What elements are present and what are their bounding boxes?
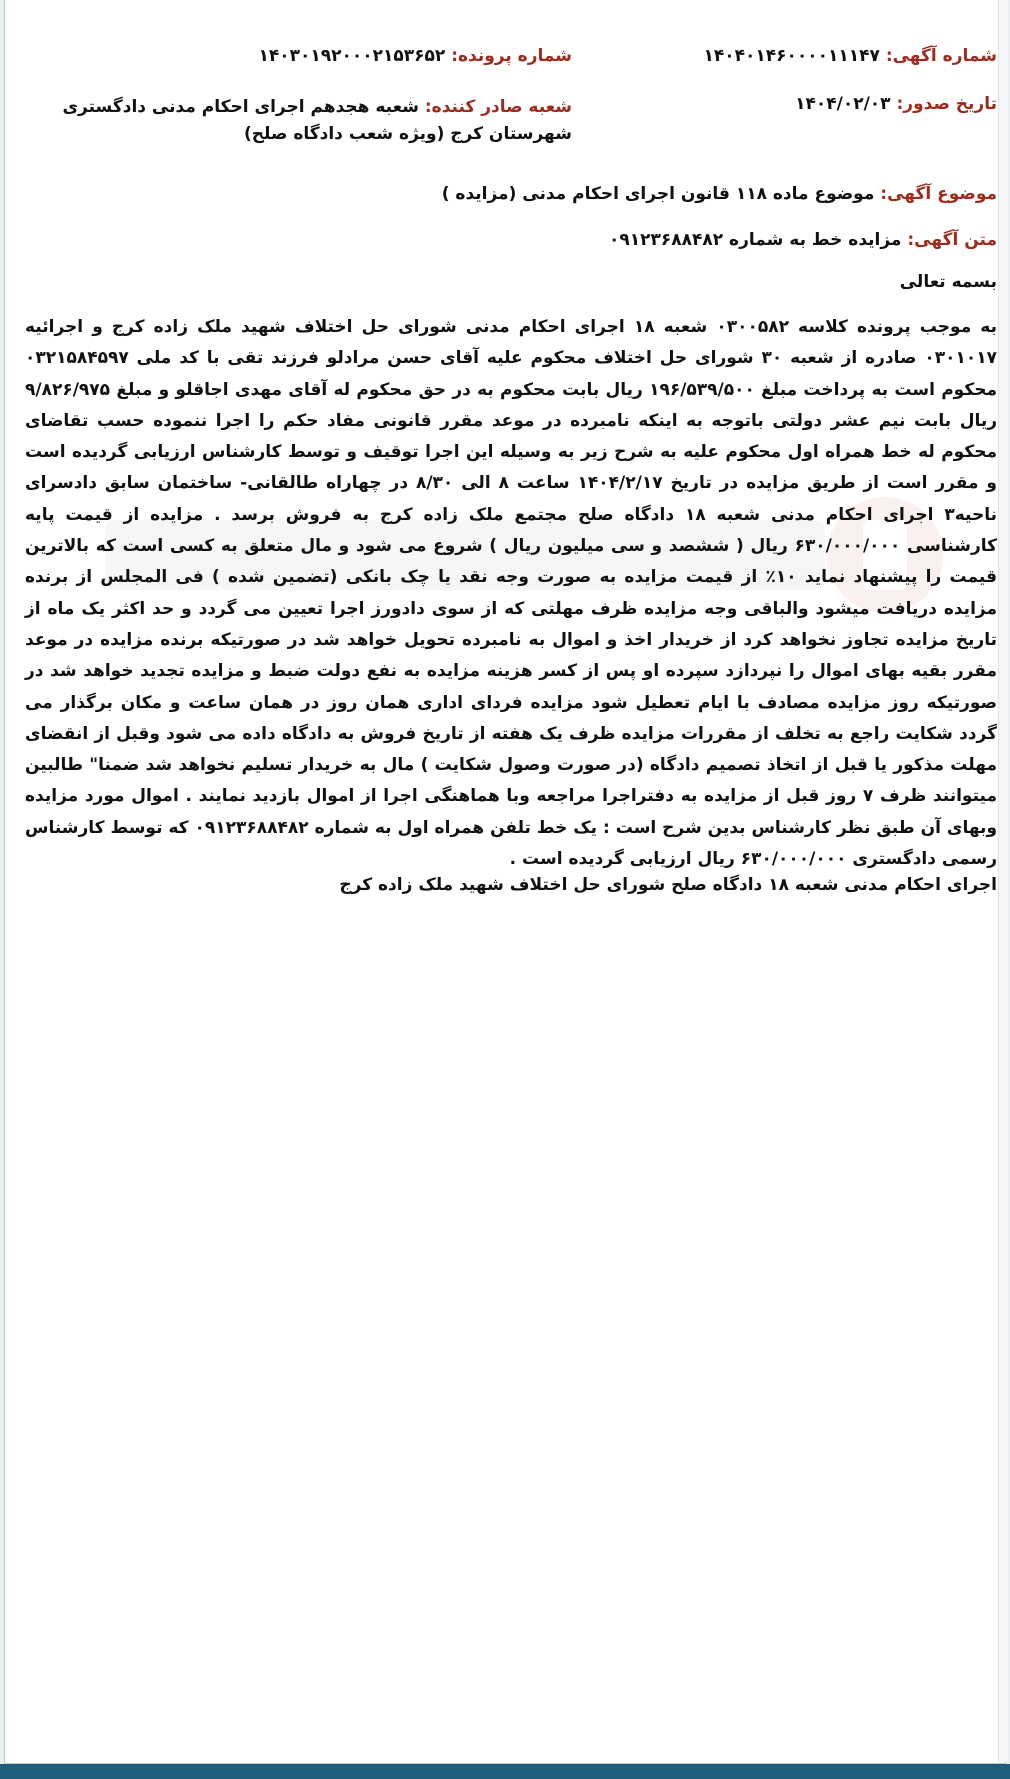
- issuing-branch-label: شعبه صادر کننده:: [424, 97, 572, 117]
- case-number-value: ۱۴۰۳۰۱۹۲۰۰۰۲۱۵۳۶۵۲: [258, 46, 446, 66]
- document-frame: [4, 0, 1006, 1764]
- issuing-branch-row: [32, 94, 572, 148]
- issue-date-label: تاریخ صدور:: [896, 94, 997, 114]
- case-number-row: [258, 46, 572, 66]
- issue-date-value: ۱۴۰۴/۰۲/۰۳: [795, 94, 891, 114]
- issuing-branch-value: شعبه هجدهم اجرای احکام مدنی دادگستری شهرستان کرج (ویژه شعب دادگاه صلح): [62, 97, 572, 144]
- bottom-status-bar: [0, 1764, 1010, 1779]
- issuer-footer: اجرای احکام مدنی شعبه ۱۸ دادگاه صلح شورای حل اختلاف شهید ملک زاده کرج: [339, 875, 997, 895]
- issue-date-row: [795, 94, 997, 114]
- subject-row: [442, 184, 997, 204]
- basmala-heading: بسمه تعالی: [899, 272, 997, 292]
- case-number-label: شماره پرونده:: [451, 46, 572, 66]
- notice-text-label: متن آگهی:: [907, 230, 997, 250]
- subject-label: موضوع آگهی:: [880, 184, 997, 204]
- notice-number-row: [703, 46, 997, 66]
- notice-body-text: به موجب پرونده کلاسه ۰۳۰۰۵۸۲ شعبه ۱۸ اجرای احکام مدنی شورای حل اختلاف شهید ملک زاده کرج و اجرائیه ۰۳۰۱۰۱۷ صادره از شعبه ۳۰ شورای حل اختلاف محکوم علیه آقای حسن مرادلو فرزند تقی با کد ملی ۰۳۲۱۵۸۴۵۹۷ محکوم است به پرداخت مبلغ ۱۹۶/۵۳۹/۵۰۰ ریال بابت محکوم به در حق محکوم له آقای مهدی اجاقلو و مبلغ ۹/۸۲۶/۹۷۵ ریال بابت نیم عشر دولتی باتوجه به اینکه نامبرده در موعد مقرر قانونی مفاد حکم را اجرا ننموده حسب تقاضای محکوم له خط همراه اول محکوم علیه به شرح زیر به وسیله این اجرا توقیف و توسط کارشناس ارزیابی گردیده است و مقرر است از طریق مزایده در تاریخ ۱۴۰۴/۲/۱۷ ساعت ۸ الی ۸/۳۰ در چهاراه طالقانی- ساختمان سابق دادسرای ناحیه۳ اجرای احکام مدنی شعبه ۱۸ دادگاه صلح مجتمع ملک زاده کرج به فروش برسد . مزایده از قیمت پایه کارشناسی ۶۳۰/۰۰۰/۰۰۰ ریال ( ششصد و سی میلیون ریال ) شروع می شود و مال متعلق به کسی است که بالاترین قیمت را پیشنهاد نماید ۱۰٪ از قیمت مزایده به صورت وجه نقد یا چک بانکی (تضمین شده ) فی المجلس از برنده مزایده دریافت میشود والباقی وجه مزایده ظرف مهلتی که از سوی دادورز اجرا تعیین می گردد و حد اکثر یک ماه از تاریخ مزایده تجاوز نخواهد کرد از خریدار اخذ و اموال به نامبرده تحویل خواهد شد در صورتیکه برنده مزایده در موعد مقرر بقیه بهای اموال را نپردازد سپرده او پس از کسر هزینه مزایده به نفع دولت ضبط و مزایده تجدید خواهد شد در صورتیکه روز مزایده مصادف با ایام تعطیل شود مزایده فردای اداری همان روز در همان ساعت و مکان برگذار می گردد شکایت راجع به تخلف از مقررات مزایده ظرف یک هفته از تاریخ فروش به دادگاه داده می شود وقبل از انقضای مهلت مذکور یا قبل از اتخاذ تصمیم دادگاه (در صورت وصول شکایت ) مال به خریدار تسلیم نخواهد شد ضمنا" طالبین میتوانند ظرف ۷ روز قبل از مزایده به دفتراجرا مراجعه وبا هماهنگی اجرا از اموال بازدید نمایند . اموال مورد مزایده وبهای آن طبق نظر کارشناس بدین شرح است : یک خط تلفن همراه اول به شماره ۰۹۱۲۳۶۸۸۴۸۲ که توسط کارشناس رسمی دادگستری ۶۳۰/۰۰۰/۰۰۰ ریال ارزیابی گردیده است .: [25, 317, 998, 870]
- notice-text-row: [609, 230, 997, 250]
- notice-number-label: شماره آگهی:: [885, 46, 997, 66]
- vertical-scrollbar[interactable]: [998, 0, 1008, 1762]
- notice-number-value: ۱۴۰۴۰۱۴۶۰۰۰۰۱۱۱۴۷: [703, 46, 880, 66]
- notice-text-value: مزایده خط به شماره ۰۹۱۲۳۶۸۸۴۸۲: [609, 230, 902, 250]
- subject-value: موضوع ماده ۱۱۸ قانون اجرای احکام مدنی (مزایده ): [441, 184, 875, 204]
